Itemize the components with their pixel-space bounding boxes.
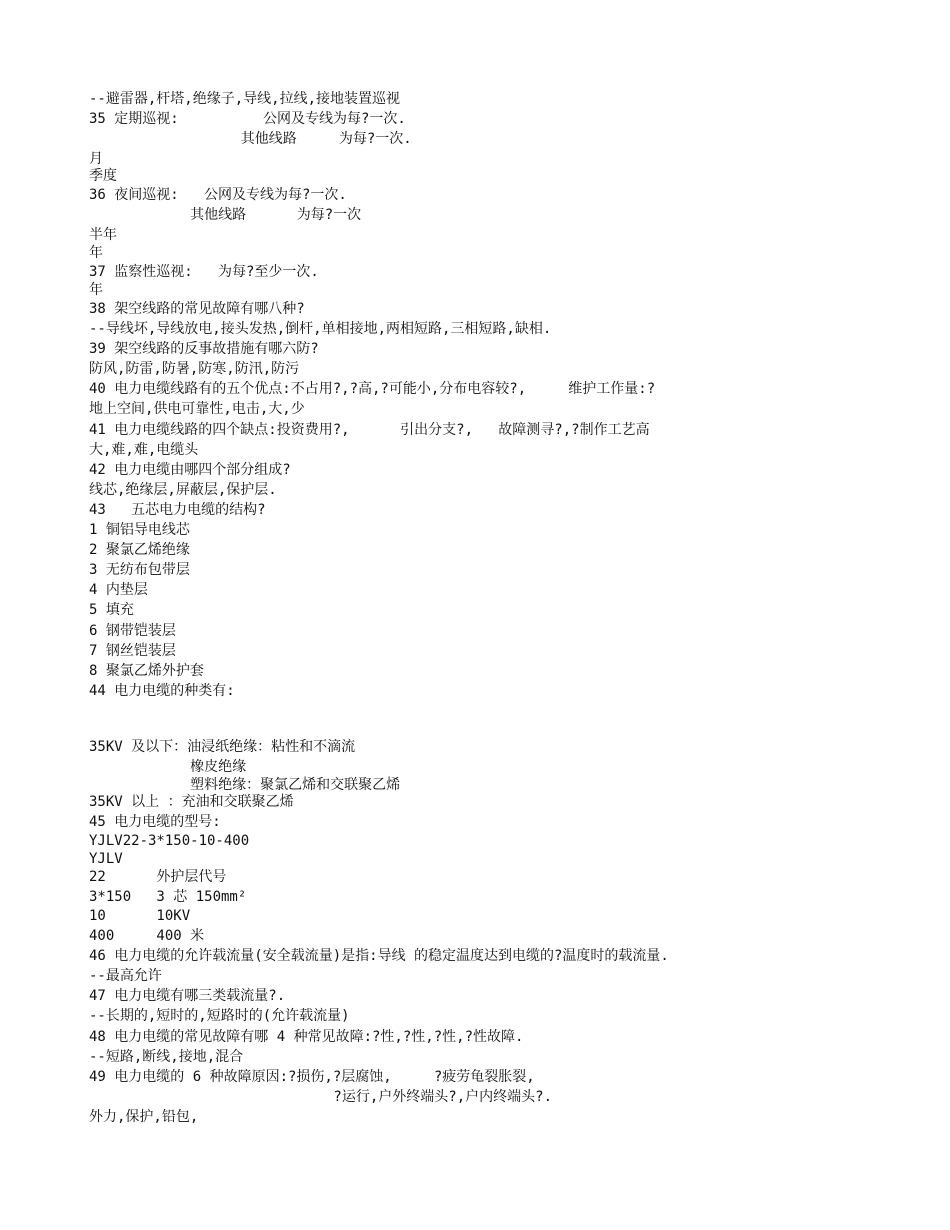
text-line: YJLV22-3*150-10-400: [89, 833, 250, 849]
text-line: 40 电力电缆线路有的五个优点:不占用?,?高,?可能小,分布电容较?, 维护工作量:?: [89, 381, 656, 397]
text-line: 41 电力电缆线路的四个缺点:投资费用?, 引出分支?, 故障测寻?,?制作工艺高: [89, 422, 650, 438]
text-line: 6 钢带铠装层: [89, 623, 176, 639]
text-line: 年: [89, 245, 103, 261]
text-line: 38 架空线路的常见故障有哪八种?: [89, 301, 305, 317]
text-line: 防风,防雷,防暑,防寒,防汛,防污: [89, 361, 300, 377]
text-line: 8 聚氯乙烯外护套: [89, 663, 204, 679]
text-line: --避雷器,杆塔,绝缘子,导线,拉线,接地装置巡视: [89, 91, 400, 107]
text-line: 10 10KV: [89, 908, 191, 924]
text-line: 47 电力电缆有哪三类载流量?.: [89, 988, 286, 1004]
text-line: 39 架空线路的反事故措施有哪六防?: [89, 341, 319, 357]
text-line: 42 电力电缆由哪四个部分组成?: [89, 462, 291, 478]
text-line: 48 电力电缆的常见故障有哪 4 种常见故障:?性,?性,?性,?性故障.: [89, 1029, 524, 1045]
text-line: 月: [89, 151, 103, 167]
text-line: 2 聚氯乙烯绝缘: [89, 542, 190, 558]
text-line: 3*150 3 芯 150mm²: [89, 889, 247, 905]
text-line: 年: [89, 282, 103, 298]
text-line: 地上空间,供电可靠性,电击,大,少: [89, 401, 305, 417]
text-line: 5 填充: [89, 602, 134, 618]
text-line: 4 内垫层: [89, 582, 148, 598]
text-line: 橡皮绝缘: [89, 759, 247, 775]
text-line: 45 电力电缆的型号:: [89, 814, 221, 830]
text-line: 35 定期巡视: 公网及专线为每?一次.: [89, 111, 406, 127]
text-line: 塑料绝缘：聚氯乙烯和交联聚乙烯: [89, 777, 401, 793]
text-line: --最高允许: [89, 968, 162, 984]
text-line: 22 外护层代号: [89, 869, 227, 885]
text-line: --长期的,短时的,短路时的(允许载流量): [89, 1008, 350, 1024]
text-line: 49 电力电缆的 6 种故障原因:?损伤,?层腐蚀, ?疲劳龟裂胀裂,: [89, 1069, 535, 1085]
text-line: 其他线路 为每?一次.: [89, 131, 412, 147]
text-line: 其他线路 为每?一次: [89, 207, 362, 223]
text-line: YJLV: [89, 851, 123, 867]
text-line: 46 电力电缆的允许载流量(安全载流量)是指:导线 的稳定温度达到电缆的?温度时的载流量.: [89, 948, 669, 964]
text-line: 半年: [89, 227, 117, 243]
text-line: --导线坏,导线放电,接头发热,倒杆,单相接地,两相短路,三相短路,缺相.: [89, 321, 552, 337]
text-line: 3 无纺布包带层: [89, 562, 190, 578]
text-line: --短路,断线,接地,混合: [89, 1049, 244, 1065]
text-line: 400 400 米: [89, 928, 205, 944]
text-line: 线芯,绝缘层,屏蔽层,保护层.: [89, 482, 277, 498]
text-line: 7 钢丝铠装层: [89, 643, 176, 659]
text-line: 35KV 及以下：油浸纸绝缘：粘性和不滴流: [89, 739, 356, 755]
text-line: 43 五芯电力电缆的结构?: [89, 502, 266, 518]
text-line: ?运行,户外终端头?,户内终端头?.: [89, 1089, 553, 1105]
text-line: 外力,保护,铅包,: [89, 1109, 199, 1125]
text-line: 35KV 以上 ：充油和交联聚乙烯: [89, 794, 294, 810]
text-line: 44 电力电缆的种类有:: [89, 683, 235, 699]
text-line: 1 铜铝导电线芯: [89, 522, 190, 538]
text-line: 大,难,难,电缆头: [89, 442, 199, 458]
text-line: 季度: [89, 168, 117, 184]
text-line: 37 监察性巡视: 为每?至少一次.: [89, 264, 319, 280]
text-line: 36 夜间巡视: 公网及专线为每?一次.: [89, 187, 347, 203]
